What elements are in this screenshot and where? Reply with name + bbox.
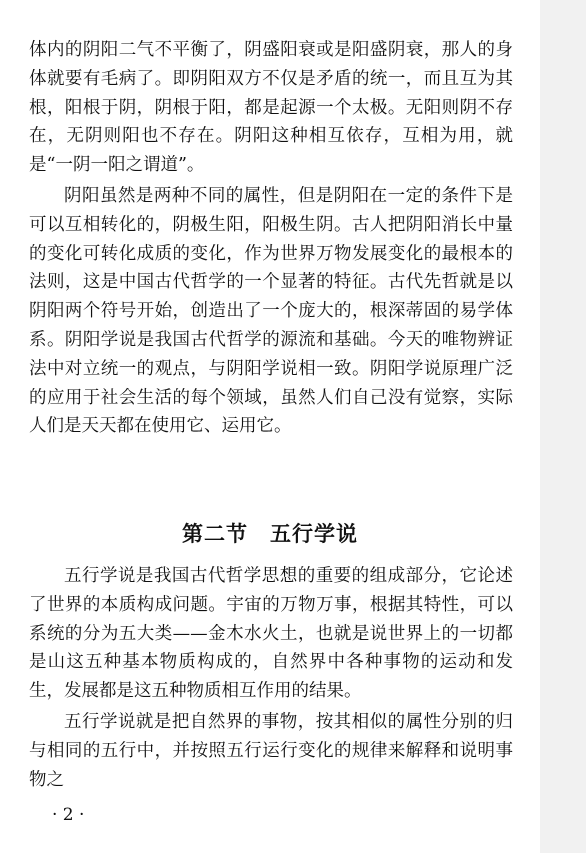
paragraph-five-elements-method: 五行学说就是把自然界的事物，按其相似的属性分别的归与相同的五行中，并按照五行运行变化的规律来解释和说明事物之: [29, 711, 513, 790]
text-block-top: [29, 36, 513, 441]
scan-edge: [540, 0, 586, 853]
section-heading: 第二节 五行学说: [182, 522, 358, 546]
page-number: · 2 ·: [52, 805, 85, 825]
text-block-bottom: [29, 562, 513, 794]
paragraph-five-elements-intro: 五行学说是我国古代哲学思想的重要的组成部分，它论述了世界的本质构成问题。宇宙的万物万事，根据其特性，可以系统的分为五大类——金木水火土，也就是说世界上的一切都是山这五种基本物质构成的，自然界中各种事物的运动和发生，发展都是这五种物质相互作用的结果。: [29, 566, 513, 702]
paragraph-continued: 体内的阴阳二气不平衡了，阴盛阳衰或是阳盛阴衰，那人的身体就要有毛病了。即阴阳双方不仅是矛盾的统一，而且互为其根，阳根于阴，阴根于阳，都是起源一个太极。无阳则阴不存在，无阴则阳也不存在。阴阳这种相互依存，互相为用，就是“一阴一阳之谓道”。: [29, 40, 513, 176]
paragraph-yin-yang-transform: 阴阳虽然是两种不同的属性，但是阴阳在一定的条件下是可以互相转化的，阴极生阳，阳极生阴。古人把阴阳消长中量的变化可转化成质的变化，作为世界万物发展变化的最根本的法则，这是中国古代哲学的一个显著的特征。古代先哲就是以阴阳两个符号开始，创造出了一个庞大的，根深蒂固的易学体系。阴阳学说是我国古代哲学的源流和基础。今天的唯物辨证法中对立统一的观点，与阴阳学说相一致。阴阳学说原理广泛的应用于社会生活的每个领域，虽然人们自己没有觉察，实际人们是天天都在使用它、运用它。: [29, 185, 513, 437]
